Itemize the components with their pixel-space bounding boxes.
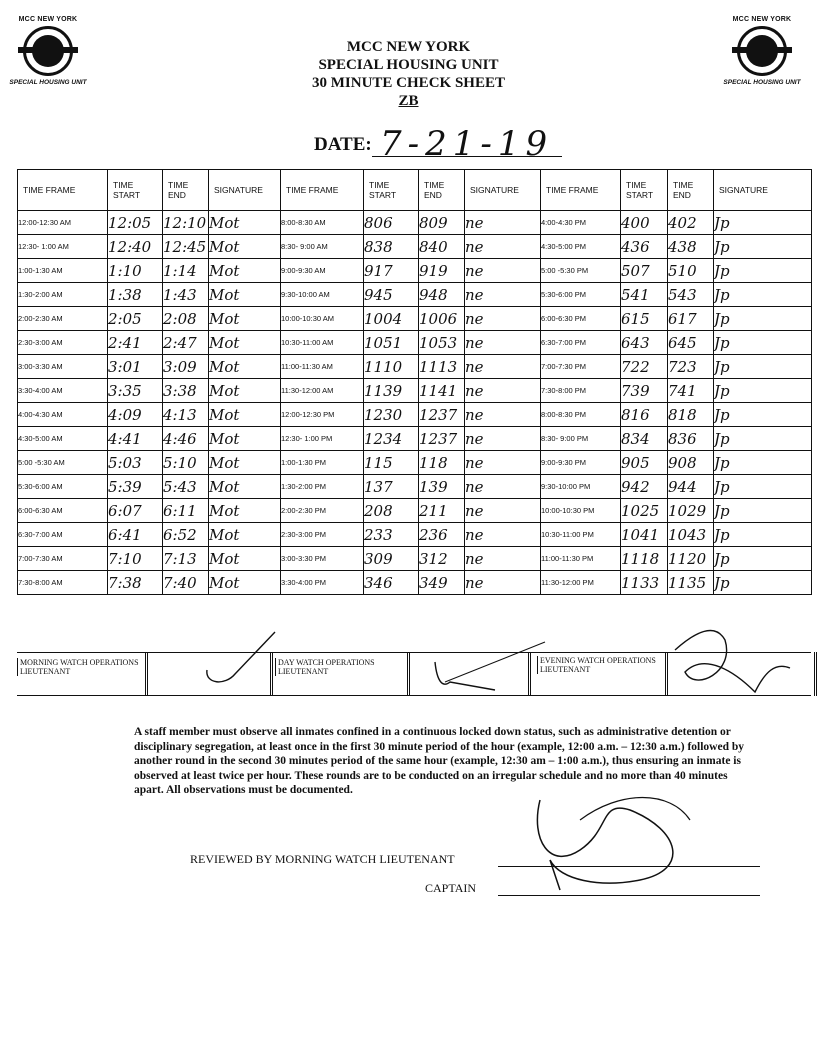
day-signature[interactable]: ne (465, 259, 541, 283)
day-signature[interactable]: ne (465, 523, 541, 547)
day-signature[interactable]: ne (465, 211, 541, 235)
morning-time-end[interactable]: 5:10 (163, 451, 209, 475)
morning-time-end[interactable]: 6:52 (163, 523, 209, 547)
morning-signature[interactable]: Mot (209, 403, 281, 427)
morning-time-start[interactable]: 6:07 (108, 499, 163, 523)
day-time-end[interactable]: 349 (419, 571, 465, 595)
morning-time-frame: 3:00-3:30 AM (18, 355, 108, 379)
day-time-start[interactable]: 346 (364, 571, 419, 595)
day-time-frame: 10:30-11:00 AM (281, 331, 364, 355)
evening-time-frame: 7:30-8:00 PM (541, 379, 621, 403)
morning-signature[interactable]: Mot (209, 499, 281, 523)
evening-time-end[interactable]: 1135 (668, 571, 714, 595)
morning-time-frame: 2:00-2:30 AM (18, 307, 108, 331)
logo-top-text: MCC NEW YORK (18, 16, 78, 23)
evening-time-end[interactable]: 1029 (668, 499, 714, 523)
evening-signature[interactable]: Jp (714, 355, 812, 379)
table-row (18, 451, 812, 475)
morning-time-frame: 12:00-12:30 AM (18, 211, 108, 235)
evening-time-start[interactable]: 615 (621, 307, 668, 331)
evening-time-end[interactable]: 818 (668, 403, 714, 427)
day-time-frame: 8:00-8:30 AM (281, 211, 364, 235)
morning-signature[interactable]: Mot (209, 331, 281, 355)
day-time-start[interactable]: 838 (364, 235, 419, 259)
col-time-start: TIME START (364, 170, 419, 211)
day-time-frame: 12:00-12:30 PM (281, 403, 364, 427)
evening-signature[interactable]: Jp (714, 211, 812, 235)
evening-time-start[interactable]: 1118 (621, 547, 668, 571)
table-row (18, 379, 812, 403)
morning-time-end[interactable]: 4:46 (163, 427, 209, 451)
unit-label: ZB (398, 93, 419, 109)
morning-time-frame: 4:30-5:00 AM (18, 427, 108, 451)
col-signature: SIGNATURE (209, 170, 281, 211)
day-signature[interactable]: ne (465, 451, 541, 475)
header-line-1: MCC NEW YORK (346, 39, 471, 55)
evening-watch-label: EVENING WATCH OPERATIONS LIEUTENANT (537, 656, 660, 674)
morning-signature[interactable]: Mot (209, 283, 281, 307)
evening-time-end[interactable]: 908 (668, 451, 714, 475)
day-time-frame: 3:30-4:00 PM (281, 571, 364, 595)
col-time-frame: TIME FRAME (281, 170, 364, 211)
evening-time-start[interactable]: 1041 (621, 523, 668, 547)
evening-time-frame: 7:00-7:30 PM (541, 355, 621, 379)
morning-time-end[interactable]: 7:40 (163, 571, 209, 595)
evening-signature[interactable]: Jp (714, 451, 812, 475)
handwritten-signatures (195, 612, 795, 702)
evening-time-frame: 6:30-7:00 PM (541, 331, 621, 355)
evening-signature[interactable]: Jp (714, 379, 812, 403)
evening-time-start[interactable]: 905 (621, 451, 668, 475)
morning-time-start[interactable]: 4:09 (108, 403, 163, 427)
morning-time-start[interactable]: 6:41 (108, 523, 163, 547)
day-time-start[interactable]: 208 (364, 499, 419, 523)
table-row (18, 571, 812, 595)
header-line-2: SPECIAL HOUSING UNIT (318, 57, 499, 73)
day-time-start[interactable]: 945 (364, 283, 419, 307)
morning-signature[interactable]: Mot (209, 523, 281, 547)
evening-time-frame: 10:30-11:00 PM (541, 523, 621, 547)
day-time-frame: 11:00-11:30 AM (281, 355, 364, 379)
evening-time-start[interactable]: 722 (621, 355, 668, 379)
evening-time-frame: 4:30-5:00 PM (541, 235, 621, 259)
morning-signature[interactable]: Mot (209, 475, 281, 499)
morning-time-start[interactable]: 4:41 (108, 427, 163, 451)
morning-signature[interactable]: Mot (209, 451, 281, 475)
col-time-end: TIME END (419, 170, 465, 211)
morning-time-start[interactable]: 7:10 (108, 547, 163, 571)
morning-time-frame: 1:30-2:00 AM (18, 283, 108, 307)
morning-time-start[interactable]: 3:01 (108, 355, 163, 379)
morning-signature[interactable]: Mot (209, 307, 281, 331)
evening-signature[interactable]: Jp (714, 331, 812, 355)
day-signature[interactable]: ne (465, 283, 541, 307)
morning-time-frame: 6:30-7:00 AM (18, 523, 108, 547)
day-signature[interactable]: ne (465, 547, 541, 571)
day-time-end[interactable]: 1113 (419, 355, 465, 379)
morning-time-frame: 1:00-1:30 AM (18, 259, 108, 283)
header-line-3: 30 MINUTE CHECK SHEET (312, 75, 505, 91)
evening-signature[interactable]: Jp (714, 475, 812, 499)
table-row (18, 355, 812, 379)
evening-time-start[interactable]: 436 (621, 235, 668, 259)
morning-time-end[interactable]: 12:45 (163, 235, 209, 259)
day-time-frame: 9:00-9:30 AM (281, 259, 364, 283)
day-time-frame: 1:00-1:30 PM (281, 451, 364, 475)
evening-signature[interactable]: Jp (714, 499, 812, 523)
evening-time-end[interactable]: 723 (668, 355, 714, 379)
day-signature[interactable]: ne (465, 307, 541, 331)
morning-time-start[interactable]: 5:03 (108, 451, 163, 475)
day-time-frame: 10:00-10:30 AM (281, 307, 364, 331)
day-time-start[interactable]: 1051 (364, 331, 419, 355)
morning-time-end[interactable]: 2:08 (163, 307, 209, 331)
morning-time-end[interactable]: 12:10 (163, 211, 209, 235)
evening-time-end[interactable]: 836 (668, 427, 714, 451)
evening-time-frame: 5:30-6:00 PM (541, 283, 621, 307)
col-time-frame: TIME FRAME (18, 170, 108, 211)
review-lieutenant-label: REVIEWED BY MORNING WATCH LIEUTENANT (190, 852, 455, 866)
day-time-start[interactable]: 1230 (364, 403, 419, 427)
day-signature[interactable]: ne (465, 427, 541, 451)
day-time-frame: 8:30- 9:00 AM (281, 235, 364, 259)
evening-time-frame: 5:00 -5:30 PM (541, 259, 621, 283)
morning-time-start[interactable]: 7:38 (108, 571, 163, 595)
day-signature[interactable]: ne (465, 571, 541, 595)
day-time-end[interactable]: 236 (419, 523, 465, 547)
day-time-end[interactable]: 1141 (419, 379, 465, 403)
evening-time-start[interactable]: 643 (621, 331, 668, 355)
table-row (18, 475, 812, 499)
day-time-start[interactable]: 233 (364, 523, 419, 547)
morning-signature[interactable]: Mot (209, 547, 281, 571)
evening-time-end[interactable]: 617 (668, 307, 714, 331)
evening-signature[interactable]: Jp (714, 235, 812, 259)
morning-signature[interactable]: Mot (209, 235, 281, 259)
morning-time-frame: 2:30-3:00 AM (18, 331, 108, 355)
morning-time-start[interactable]: 1:38 (108, 283, 163, 307)
review-captain-label: CAPTAIN (425, 881, 477, 895)
day-time-end[interactable]: 211 (419, 499, 465, 523)
morning-time-end[interactable]: 4:13 (163, 403, 209, 427)
morning-time-frame: 5:00 -5:30 AM (18, 451, 108, 475)
evening-time-start[interactable]: 739 (621, 379, 668, 403)
day-time-end[interactable]: 840 (419, 235, 465, 259)
day-time-end[interactable]: 948 (419, 283, 465, 307)
day-signature[interactable]: ne (465, 475, 541, 499)
morning-time-end[interactable]: 5:43 (163, 475, 209, 499)
evening-time-end[interactable]: 944 (668, 475, 714, 499)
evening-time-start[interactable]: 1133 (621, 571, 668, 595)
evening-time-start[interactable]: 942 (621, 475, 668, 499)
log-body (18, 211, 812, 595)
morning-watch-label: MORNING WATCH OPERATIONS LIEUTENANT (17, 658, 140, 676)
morning-signature[interactable]: Mot (209, 379, 281, 403)
day-signature[interactable]: ne (465, 499, 541, 523)
evening-time-frame: 11:30-12:00 PM (541, 571, 621, 595)
logo-bottom-text: SPECIAL HOUSING UNIT (723, 79, 801, 86)
morning-time-start[interactable]: 5:39 (108, 475, 163, 499)
day-time-start[interactable]: 806 (364, 211, 419, 235)
day-signature[interactable]: ne (465, 235, 541, 259)
evening-time-start[interactable]: 400 (621, 211, 668, 235)
day-signature[interactable]: ne (465, 355, 541, 379)
logo-top-text: MCC NEW YORK (732, 16, 792, 23)
policy-notice: A staff member must observe all inmates confined in a continuous locked down status, such as administrative detention or disciplinary segregation, at least once in the first 30 minute period of the hour (example, 12:00 a.m. – 12:30 a.m.) followed by another round in the second 30 minutes period of the same hour (example, 12:30 am – 1:00 a.m.), thus ensuring an inmate is observed at least twice per hour. These rounds are to be conducted on an irregular schedule and no more than 40 minutes apart. All observations must be documented. (134, 726, 744, 796)
morning-signature[interactable]: Mot (209, 571, 281, 595)
morning-time-end[interactable]: 3:09 (163, 355, 209, 379)
day-signature[interactable]: ne (465, 403, 541, 427)
day-time-start[interactable]: 309 (364, 547, 419, 571)
date-value: 7-21-19 (380, 124, 554, 164)
morning-time-end[interactable]: 1:14 (163, 259, 209, 283)
table-row (18, 547, 812, 571)
morning-time-frame: 5:30-6:00 AM (18, 475, 108, 499)
evening-time-end[interactable]: 510 (668, 259, 714, 283)
day-time-end[interactable]: 1237 (419, 403, 465, 427)
col-time-frame: TIME FRAME (541, 170, 621, 211)
table-row (18, 259, 812, 283)
day-watch-label: DAY WATCH OPERATIONS LIEUTENANT (275, 658, 398, 676)
evening-signature[interactable]: Jp (714, 571, 812, 595)
evening-time-start[interactable]: 834 (621, 427, 668, 451)
day-time-frame: 12:30- 1:00 PM (281, 427, 364, 451)
evening-time-start[interactable]: 816 (621, 403, 668, 427)
evening-signature[interactable]: Jp (714, 427, 812, 451)
evening-time-end[interactable]: 402 (668, 211, 714, 235)
table-row (18, 235, 812, 259)
evening-time-frame: 8:00-8:30 PM (541, 403, 621, 427)
morning-time-end[interactable]: 3:38 (163, 379, 209, 403)
evening-time-frame: 10:00-10:30 PM (541, 499, 621, 523)
day-time-start[interactable]: 1234 (364, 427, 419, 451)
day-time-end[interactable]: 1053 (419, 331, 465, 355)
day-signature[interactable]: ne (465, 331, 541, 355)
evening-time-end[interactable]: 543 (668, 283, 714, 307)
col-time-end: TIME END (668, 170, 714, 211)
day-time-frame: 9:30-10:00 AM (281, 283, 364, 307)
col-signature: SIGNATURE (465, 170, 541, 211)
morning-time-start[interactable]: 12:40 (108, 235, 163, 259)
morning-time-end[interactable]: 2:47 (163, 331, 209, 355)
table-row (18, 499, 812, 523)
evening-time-start[interactable]: 1025 (621, 499, 668, 523)
day-time-frame: 2:00-2:30 PM (281, 499, 364, 523)
day-time-end[interactable]: 1237 (419, 427, 465, 451)
day-time-frame: 1:30-2:00 PM (281, 475, 364, 499)
date-label: DATE: (314, 134, 372, 155)
day-time-start[interactable]: 137 (364, 475, 419, 499)
evening-time-frame: 9:30-10:00 PM (541, 475, 621, 499)
day-signature[interactable]: ne (465, 379, 541, 403)
evening-time-end[interactable]: 1043 (668, 523, 714, 547)
evening-time-frame: 9:00-9:30 PM (541, 451, 621, 475)
morning-time-frame: 4:00-4:30 AM (18, 403, 108, 427)
evening-time-end[interactable]: 645 (668, 331, 714, 355)
col-time-start: TIME START (108, 170, 163, 211)
morning-signature[interactable]: Mot (209, 427, 281, 451)
evening-time-start[interactable]: 541 (621, 283, 668, 307)
evening-signature[interactable]: Jp (714, 283, 812, 307)
check-log-table (17, 169, 812, 595)
evening-signature[interactable]: Jp (714, 523, 812, 547)
col-signature: SIGNATURE (714, 170, 812, 211)
evening-signature[interactable]: Jp (714, 403, 812, 427)
evening-time-end[interactable]: 438 (668, 235, 714, 259)
morning-time-end[interactable]: 6:11 (163, 499, 209, 523)
day-time-start[interactable]: 1110 (364, 355, 419, 379)
logo-bottom-text: SPECIAL HOUSING UNIT (9, 79, 87, 86)
day-time-end[interactable]: 919 (419, 259, 465, 283)
day-time-frame: 11:30-12:00 AM (281, 379, 364, 403)
day-time-start[interactable]: 115 (364, 451, 419, 475)
date-line (372, 156, 562, 157)
morning-time-start[interactable]: 3:35 (108, 379, 163, 403)
day-time-start[interactable]: 1004 (364, 307, 419, 331)
evening-time-frame: 11:00-11:30 PM (541, 547, 621, 571)
morning-signature[interactable]: Mot (209, 355, 281, 379)
day-time-end[interactable]: 139 (419, 475, 465, 499)
table-row (18, 331, 812, 355)
morning-signature[interactable]: Mot (209, 211, 281, 235)
evening-time-frame: 4:00-4:30 PM (541, 211, 621, 235)
morning-time-start[interactable]: 2:41 (108, 331, 163, 355)
evening-time-end[interactable]: 1120 (668, 547, 714, 571)
table-row (18, 523, 812, 547)
day-time-start[interactable]: 1139 (364, 379, 419, 403)
table-row (18, 427, 812, 451)
day-time-end[interactable]: 312 (419, 547, 465, 571)
morning-time-frame: 7:00-7:30 AM (18, 547, 108, 571)
table-row (18, 307, 812, 331)
evening-time-start[interactable]: 507 (621, 259, 668, 283)
evening-time-end[interactable]: 741 (668, 379, 714, 403)
morning-time-start[interactable]: 1:10 (108, 259, 163, 283)
evening-time-frame: 8:30- 9:00 PM (541, 427, 621, 451)
morning-time-end[interactable]: 1:43 (163, 283, 209, 307)
evening-signature[interactable]: Jp (714, 259, 812, 283)
day-time-frame: 3:00-3:30 PM (281, 547, 364, 571)
morning-time-frame: 7:30-8:00 AM (18, 571, 108, 595)
day-time-end[interactable]: 1006 (419, 307, 465, 331)
table-header-row (18, 170, 812, 211)
reviewer-signature (520, 780, 720, 900)
day-time-start[interactable]: 917 (364, 259, 419, 283)
day-time-end[interactable]: 809 (419, 211, 465, 235)
morning-time-start[interactable]: 12:05 (108, 211, 163, 235)
day-time-frame: 2:30-3:00 PM (281, 523, 364, 547)
table-row (18, 283, 812, 307)
morning-signature[interactable]: Mot (209, 259, 281, 283)
morning-time-frame: 12:30- 1:00 AM (18, 235, 108, 259)
evening-signature[interactable]: Jp (714, 307, 812, 331)
evening-signature[interactable]: Jp (714, 547, 812, 571)
morning-time-end[interactable]: 7:13 (163, 547, 209, 571)
morning-time-start[interactable]: 2:05 (108, 307, 163, 331)
evening-time-frame: 6:00-6:30 PM (541, 307, 621, 331)
day-time-end[interactable]: 118 (419, 451, 465, 475)
col-time-start: TIME START (621, 170, 668, 211)
sheet-header (0, 38, 817, 110)
col-time-end: TIME END (163, 170, 209, 211)
table-row (18, 211, 812, 235)
morning-time-frame: 6:00-6:30 AM (18, 499, 108, 523)
table-row (18, 403, 812, 427)
morning-time-frame: 3:30-4:00 AM (18, 379, 108, 403)
